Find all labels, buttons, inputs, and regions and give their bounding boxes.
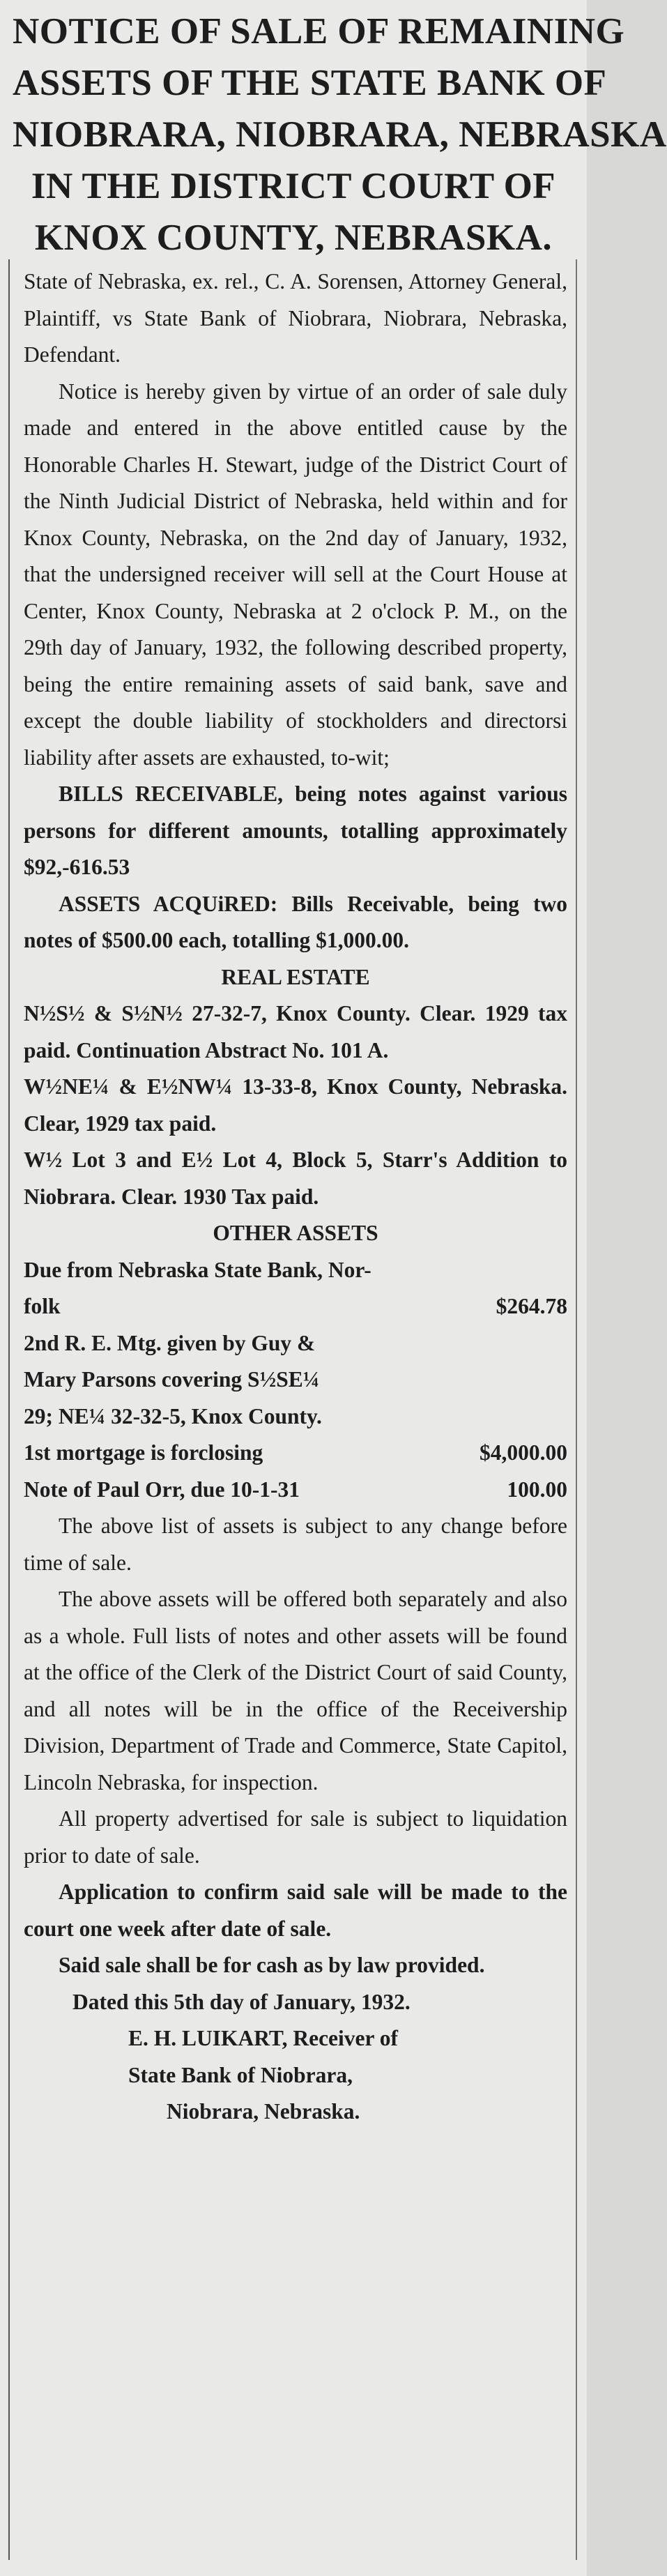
- real-estate-item: W½ Lot 3 and E½ Lot 4, Block 5, Starr's Addition to Niobrara. Clear. 1930 Tax paid.: [24, 1148, 567, 1209]
- real-estate-heading: REAL ESTATE: [221, 964, 370, 989]
- notice-paragraph: Notice is hereby given by virtue of an order of sale duly made and entered in the above entitled cause by the Honorable Charles H. Stewart, judge of the District Court of the Ninth Judicial District of Nebraska, held within and for Knox County, Nebraska, on the 2nd day of January, 1932, that the undersigned receiver will sell at the Court House at Center, Knox County, Nebraska at 2 o'clock P. M., on the 29th day of January, 1932, the following described property, being the entire remaining assets of said bank, save and except the double liability of stockholders and directorsi liability after assets are exhausted, to-wit;: [24, 379, 567, 770]
- cash-paragraph: Said sale shall be for cash as by law provided.: [59, 1953, 485, 1977]
- foreclosing-amount: $4,000.00: [480, 1440, 567, 1465]
- other-assets-heading: OTHER ASSETS: [213, 1221, 378, 1245]
- signature-line-1: E. H. LUIKART, Receiver of: [128, 2026, 399, 2050]
- subject-change-paragraph: The above list of assets is subject to any change before time of sale.: [24, 1514, 567, 1575]
- column-rule-right: [576, 259, 577, 2560]
- foreclosing-row: [24, 1435, 567, 1472]
- offered-paragraph: The above assets will be offered both separately and also as a whole. Full lists of notes and other assets will be found at the office of the Clerk of the District Court of said County, and all notes will be in the office of the Receivership Division, Department of Trade and Commerce, State Capitol, Lincoln Nebraska, for inspection.: [24, 1587, 567, 1794]
- due-from-row: [24, 1288, 567, 1325]
- notice-body: [24, 264, 567, 2131]
- headline-line-1: NOTICE OF SALE OF REMAINING: [13, 11, 625, 52]
- mortgage-line: 29; NE¼ 32-32-5, Knox County.: [24, 1403, 322, 1428]
- dated-line: Dated this 5th day of January, 1932.: [72, 1989, 411, 2014]
- note-amount: 100.00: [507, 1477, 567, 1502]
- foreclosing-label: 1st mortgage is forclosing: [24, 1440, 263, 1465]
- assets-acquired: ASSETS ACQUiRED: Bills Receivable, being two notes of $500.00 each, totalling $1,000.00.: [24, 891, 567, 952]
- due-from-amount: $264.78: [496, 1294, 567, 1318]
- case-caption: State of Nebraska, ex. rel., C. A. Sorensen, Attorney General, Plaintiff, vs State Bank of Niobrara, Niobrara, Nebraska, Defendant.: [24, 269, 567, 367]
- real-estate-item: N½S½ & S½N½ 27-32-7, Knox County. Clear. 1929 tax paid. Continuation Abstract No. 101 A.: [24, 1001, 567, 1062]
- column-rule-left: [8, 259, 10, 2560]
- signature-line-2: State Bank of Niobrara,: [128, 2062, 353, 2087]
- mortgage-line: Mary Parsons covering S½SE¼: [24, 1367, 320, 1392]
- headline-line-5: KNOX COUNTY, NEBRASKA.: [34, 218, 553, 258]
- headline: [4, 6, 667, 264]
- note-label: Note of Paul Orr, due 10-1-31: [24, 1477, 300, 1502]
- bills-receivable: BILLS RECEIVABLE, being notes against various persons for different amounts, totalling approximately $92,-616.53: [24, 782, 567, 879]
- headline-line-4: IN THE DISTRICT COURT OF: [31, 166, 556, 206]
- headline-line-2: ASSETS OF THE STATE BANK OF: [13, 63, 607, 103]
- headline-line-3: NIOBRARA, NIOBRARA, NEBRASKA: [13, 114, 667, 155]
- real-estate-item: W½NE¼ & E½NW¼ 13-33-8, Knox County, Nebraska. Clear, 1929 tax paid.: [24, 1074, 567, 1136]
- signature-line-3: Niobrara, Nebraska.: [167, 2099, 360, 2124]
- due-from-label: folk: [24, 1294, 61, 1318]
- liquidation-paragraph: All property advertised for sale is subject to liquidation prior to date of sale.: [24, 1806, 567, 1868]
- due-from-line: Due from Nebraska State Bank, Nor-: [24, 1257, 371, 1282]
- mortgage-line: 2nd R. E. Mtg. given by Guy &: [24, 1330, 316, 1355]
- note-row: [24, 1472, 567, 1509]
- application-paragraph: Application to confirm said sale will be made to the court one week after date of sale.: [24, 1880, 567, 1941]
